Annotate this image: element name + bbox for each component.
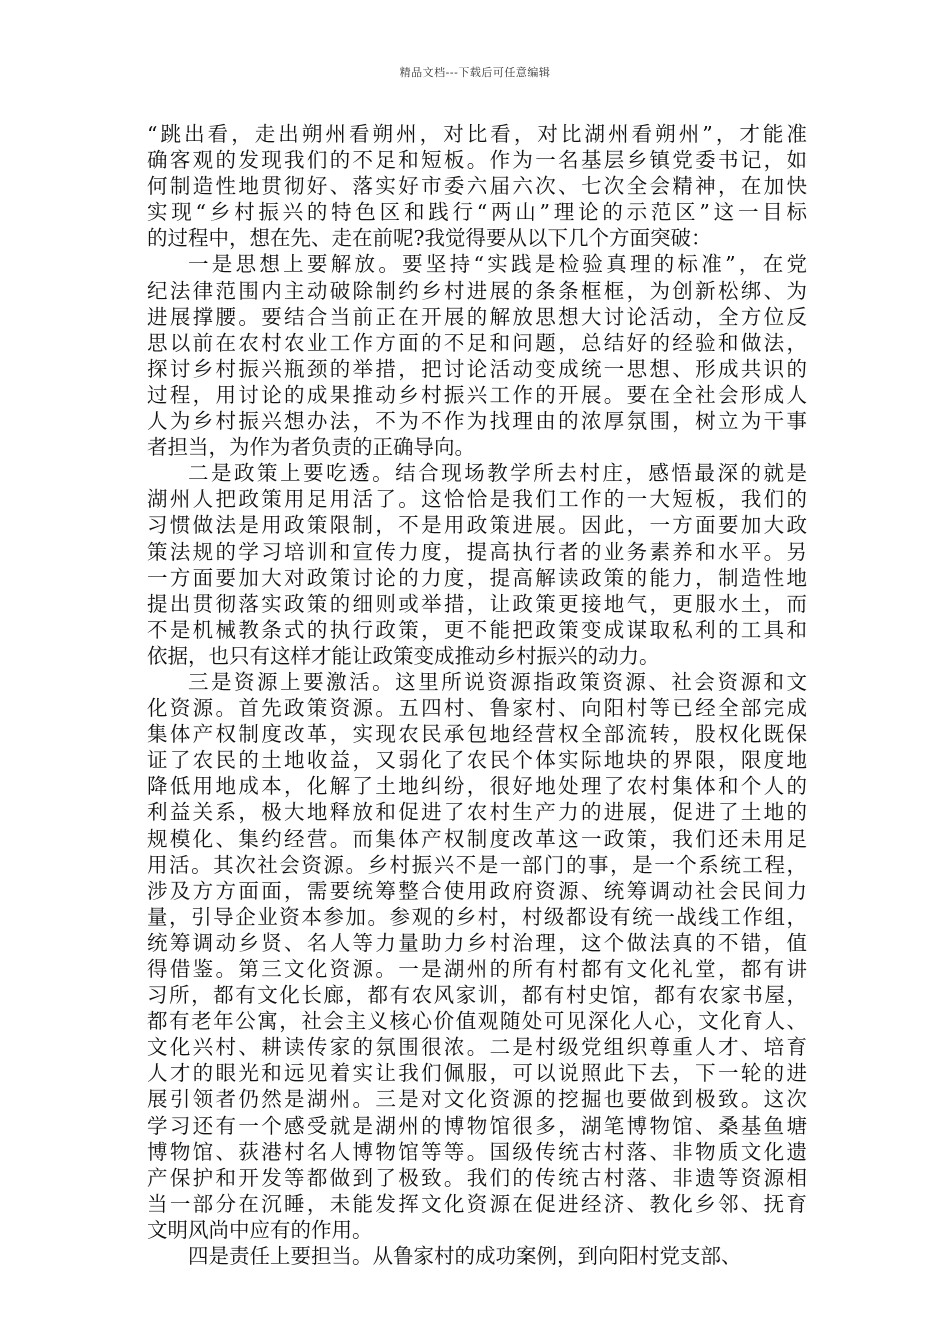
text-line: 湖州人把政策用足用活了。这恰恰是我们工作的一大短板，我们的 [147,487,807,512]
text-line: 的过程中，想在先、走在前呢?我觉得要从以下几个方面突破： [147,226,712,251]
text-line: 展引领者仍然是湖州。三是对文化资源的挖掘也要做到极致。这次 [147,1087,807,1112]
text-line: 提出贯彻落实政策的细则或举措，让政策更接地气，更服水土，而 [147,591,807,616]
text-line: 习惯做法是用政策限制，不是用政策进展。因此，一方面要加大政 [147,513,807,538]
paragraph-resources [147,669,807,1243]
text-line: 证了农民的土地收益，又弱化了农民个体实际地块的界限，限度地 [147,748,807,773]
text-line: 三是资源上要激活。这里所说资源指政策资源、社会资源和文 [188,669,807,694]
text-line: 四是责任上要担当。从鲁家村的成功案例，到向阳村党支部、 [188,1244,742,1269]
text-line: 用活。其次社会资源。乡村振兴不是一部门的事，是一个系统工程， [147,852,807,877]
paragraph-intro [147,121,807,251]
text-line: 博物馆、荻港村名人博物馆等等。国级传统古村落、非物质文化遗 [147,1139,807,1164]
text-line: “跳出看，走出朔州看朔州，对比看，对比湖州看朔州”，才能准 [147,122,807,146]
text-line: 涉及方方面面，需要统筹整合使用政府资源、统筹调动社会民间力 [147,878,807,903]
document-body [147,121,807,1269]
text-line: 降低用地成本，化解了土地纠纷，很好地处理了农村集体和个人的 [147,774,807,799]
text-line: 规模化、集约经营。而集体产权制度改革这一政策，我们还未用足 [147,826,807,851]
text-line: 者担当，为作为者负责的正确导向。 [147,435,475,460]
text-line: 量，引导企业资本参加。参观的乡村，村级都设有统一战线工作组， [147,904,807,929]
text-line: 化资源。首先政策资源。五四村、鲁家村、向阳村等已经全部完成 [147,696,807,721]
text-line: 统筹调动乡贤、名人等力量助力乡村治理，这个做法真的不错，值 [147,930,807,955]
text-line: 依据，也只有这样才能让政策变成推动乡村振兴的动力。 [147,643,660,668]
text-line: 人才的眼光和远见着实让我们佩服，可以说照此下去，下一轮的进 [147,1061,807,1086]
text-line: 何制造性地贯彻好、落实好市委六届六次、七次全会精神，在加快 [147,174,807,199]
text-line: 一是思想上要解放。要坚持“实践是检验真理的标准”，在党 [188,252,807,277]
text-line: 产保护和开发等都做到了极致。我们的传统古村落、非遗等资源相 [147,1165,807,1190]
text-line: 二是政策上要吃透。结合现场教学所去村庄，感悟最深的就是 [188,461,807,486]
text-line: 人为乡村振兴想办法，不为不作为找理由的浓厚氛围，树立为干事 [147,409,807,434]
text-line: 策法规的学习培训和宣传力度，提高执行者的业务素养和水平。另 [147,539,807,564]
text-line: 进展撑腰。要结合当前正在开展的解放思想大讨论活动，全方位反 [147,304,807,329]
text-line: 不是机械教条式的执行政策，更不能把政策变成谋取私利的工具和 [147,617,807,642]
text-line: 都有老年公寓，社会主义核心价值观随处可见深化人心，文化育人、 [147,1009,807,1034]
page-header: 精品文档---下载后可任意编辑 [399,66,551,79]
text-line: 得借鉴。第三文化资源。一是湖州的所有村都有文化礼堂，都有讲 [147,957,807,981]
text-line: 当一部分在沉睡，未能发挥文化资源在促进经济、教化乡邻、抚育 [147,1191,807,1216]
text-line: 文明风尚中应有的作用。 [147,1217,373,1242]
text-line: 习所，都有文化长廊，都有农风家训，都有村史馆，都有农家书屋， [147,983,807,1008]
text-line: 纪法律范围内主动破除制约乡村进展的条条框框，为创新松绑、为 [147,278,807,303]
text-line: 文化兴村、耕读传家的氛围很浓。二是村级党组织尊重人才、培育 [147,1035,807,1060]
text-line: 思以前在农村农业工作方面的不足和问题，总结好的经验和做法， [147,330,807,355]
text-line: 学习还有一个感受就是湖州的博物馆很多，湖笔博物馆、桑基鱼塘 [147,1113,807,1138]
text-line: 确客观的发现我们的不足和短板。作为一名基层乡镇党委书记，如 [147,148,807,173]
text-line: 过程，用讨论的成果推动乡村振兴工作的开展。要在全社会形成人 [147,382,807,407]
paragraph-thought-liberation [147,251,807,460]
text-line: 集体产权制度改革，实现农民承包地经营权全部流转，股权化既保 [147,722,807,747]
paragraph-policy [147,460,807,669]
text-line: 利益关系，极大地释放和促进了农村生产力的进展，促进了土地的 [147,800,807,825]
text-line: 一方面要加大对政策讨论的力度，提高解读政策的能力，制造性地 [147,565,807,590]
text-line: 探讨乡村振兴瓶颈的举措，把讨论活动变成统一思想、形成共识的 [147,356,807,381]
paragraph-responsibility [147,1243,807,1269]
text-line: 实现“乡村振兴的特色区和践行“两山”理论的示范区”这一目标 [147,200,807,225]
